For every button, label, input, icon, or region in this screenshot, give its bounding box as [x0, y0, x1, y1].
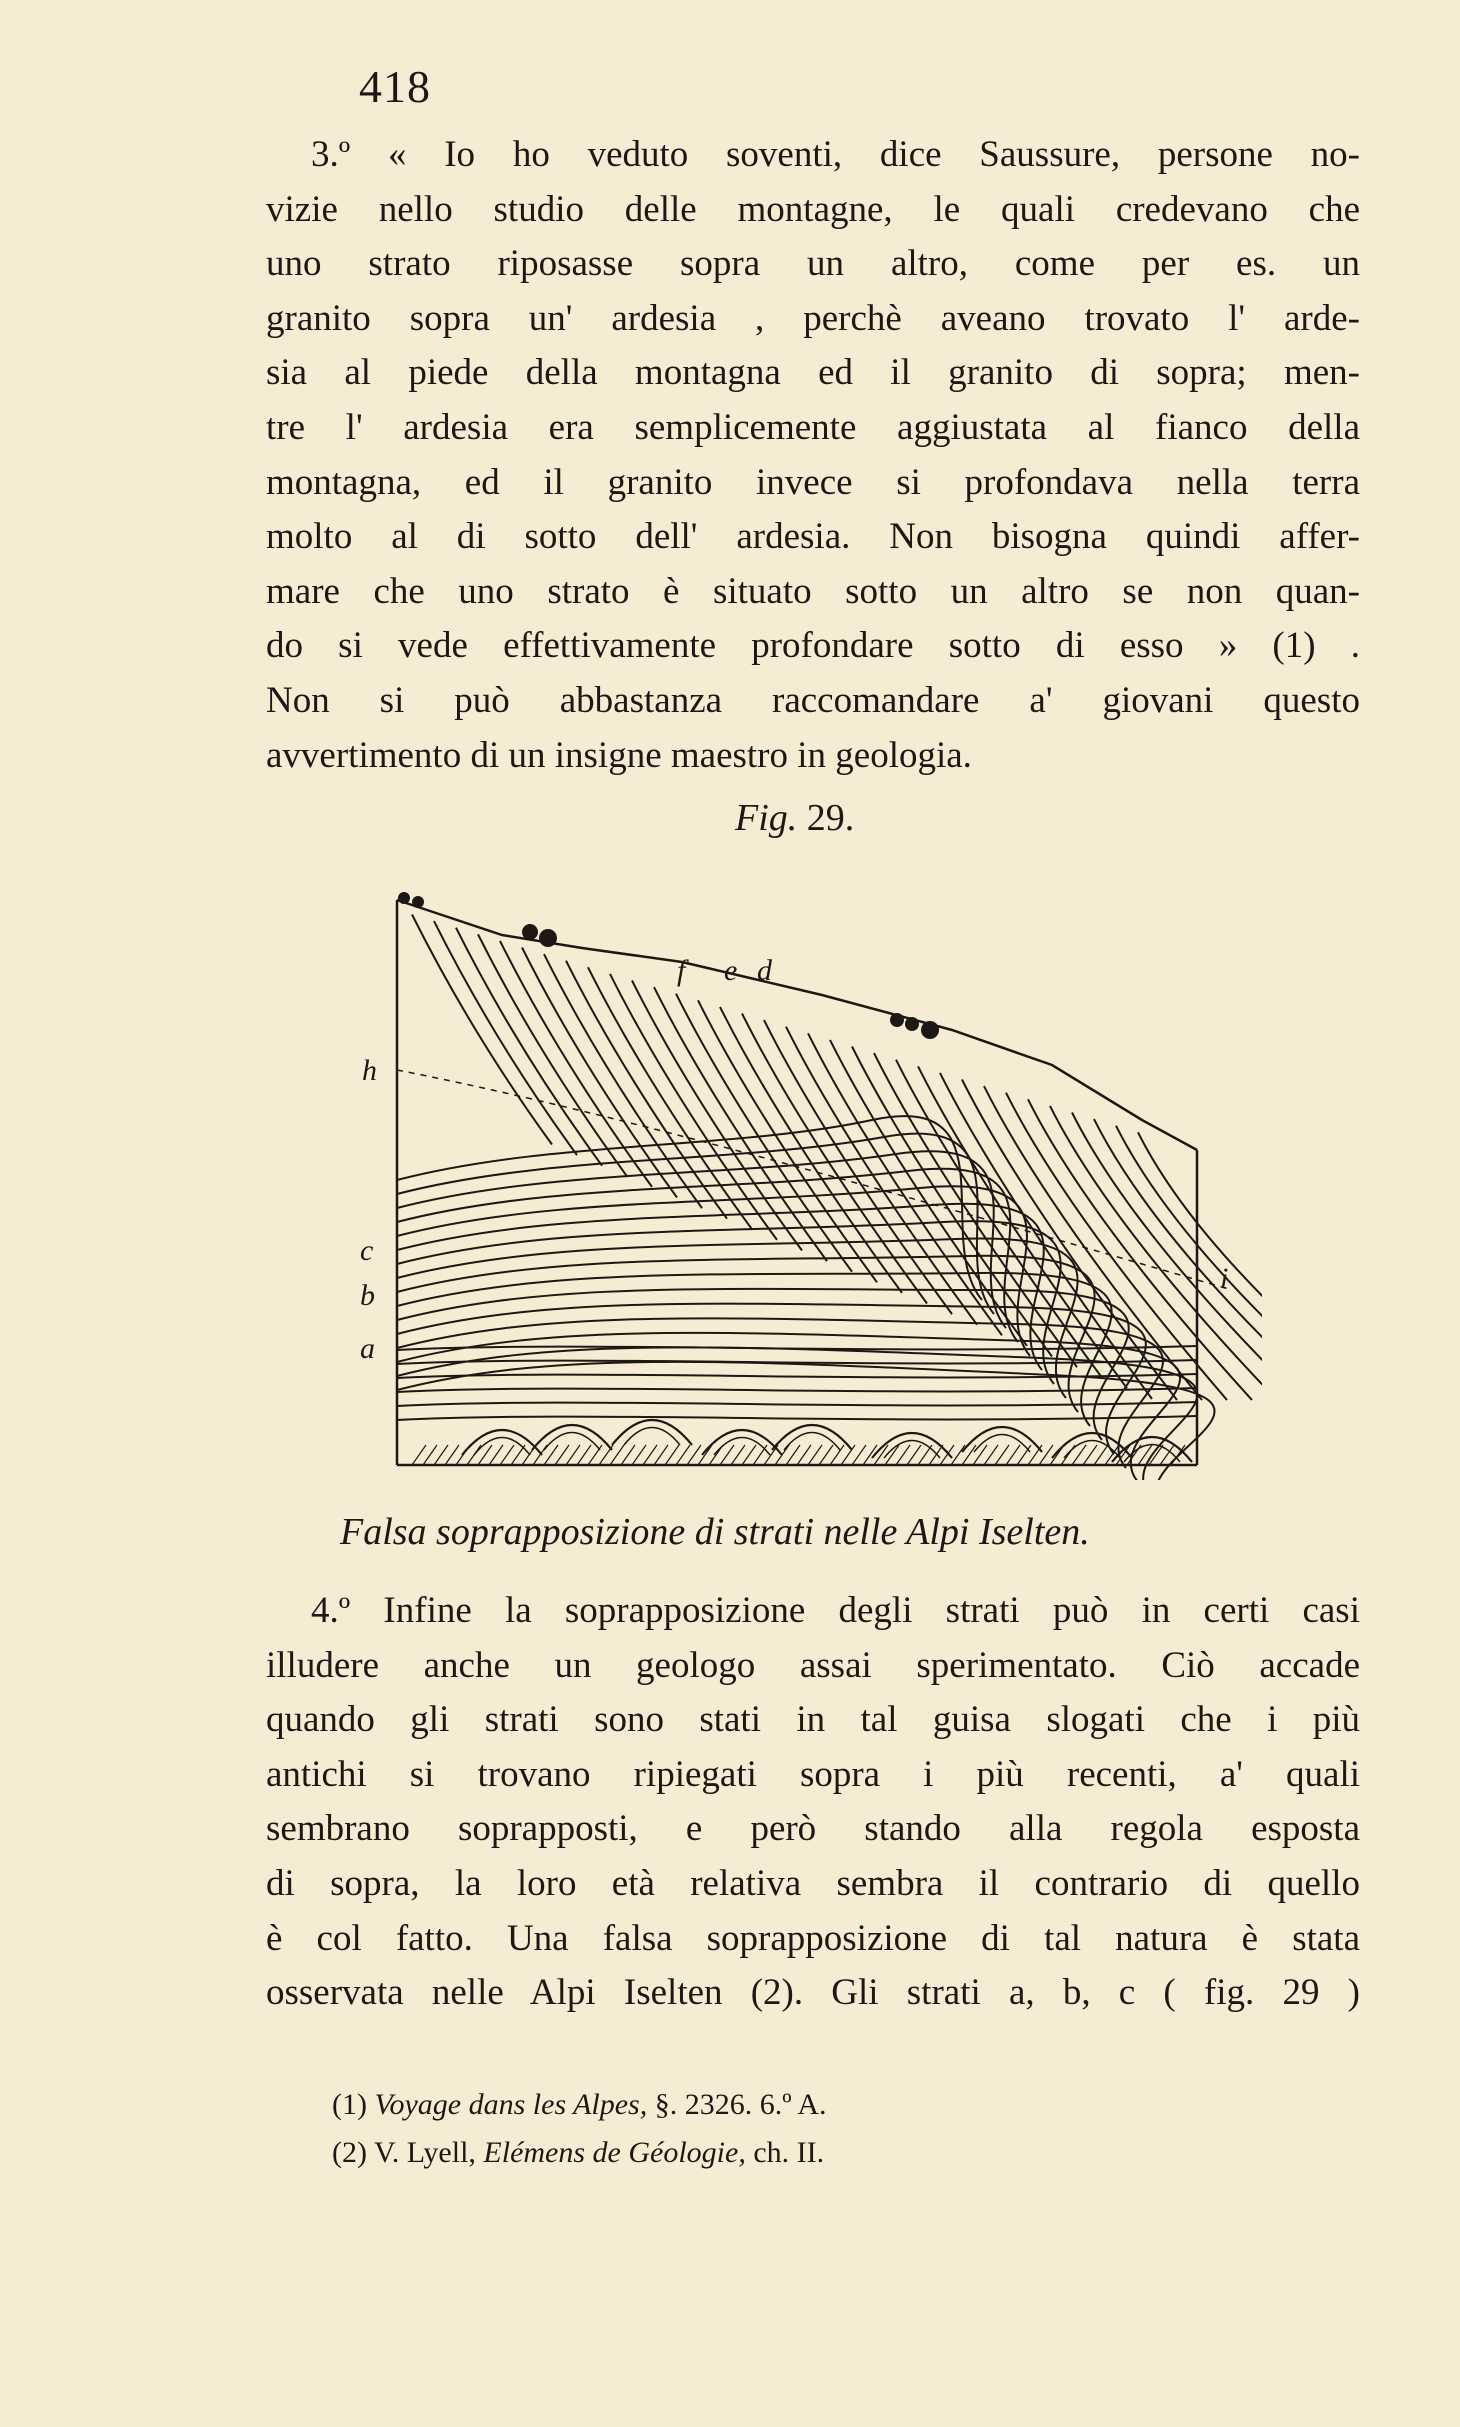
stratum-line	[1116, 1126, 1262, 1400]
tree-icon	[539, 929, 557, 947]
text-line: sembrano soprapposti, e però stando alla regola esposta	[266, 1808, 1360, 1850]
footnote-2	[332, 2136, 824, 2170]
stratum-line	[731, 1445, 745, 1465]
text-line: 4.º Infine la soprapposizione degli strati può in certi casi	[311, 1590, 1360, 1631]
stratum-line	[753, 1445, 767, 1465]
stratum-line	[654, 1445, 668, 1465]
tree-icon	[412, 896, 424, 908]
stratum-line	[1006, 1445, 1020, 1465]
paragraph-2	[266, 1584, 1360, 2021]
stratum-line	[1028, 1445, 1042, 1465]
stratum-line	[434, 1445, 448, 1465]
figure-letter-c: c	[360, 1234, 374, 1267]
stratum-line	[412, 1445, 426, 1465]
stratum-line	[786, 1445, 800, 1465]
stratum-line	[1017, 1445, 1031, 1465]
footnote-rest: §. 2326. 6.º A.	[654, 2088, 827, 2121]
stratum-line	[577, 1445, 591, 1465]
stratum-line	[1006, 1093, 1227, 1400]
text-line: do si vede effettivamente profondare sotto di esso » (1) .	[266, 625, 1360, 667]
stratum-line	[709, 1445, 723, 1465]
footnote-title: Elémens de Géologie,	[483, 2136, 746, 2169]
stratum-line	[489, 1445, 503, 1465]
stratum-line	[995, 1445, 1009, 1465]
stratum-line	[588, 967, 752, 1229]
stratum-line	[808, 1445, 822, 1465]
stratum-line	[1039, 1445, 1053, 1465]
stratum-line	[612, 1420, 692, 1445]
text-line: vizie nello studio delle montagne, le quali credevano che	[266, 188, 1360, 230]
stratum-line	[896, 1445, 910, 1465]
stratum-line	[588, 1445, 602, 1465]
stratum-line	[599, 1445, 613, 1465]
stratum-line	[984, 1445, 998, 1465]
stratum-line	[610, 1445, 624, 1465]
tree-icon	[905, 1017, 919, 1031]
stratum-line	[632, 1445, 646, 1465]
figure-letter-d: d	[757, 954, 772, 987]
stratum-line	[786, 1027, 977, 1325]
stratum-line	[1050, 1445, 1064, 1465]
figure-caption: Falsa soprapposizione di strati nelle Alpi Iselten.	[340, 1511, 1090, 1553]
figure-letter-h: h	[362, 1054, 377, 1087]
stratum-line	[434, 921, 577, 1155]
footnote-author: V. Lyell,	[373, 2136, 476, 2169]
text-line: 3.º « Io ho veduto soventi, dice Saussure, persone no-	[311, 134, 1360, 175]
stratum-line	[797, 1445, 811, 1465]
figure-letter-f: f	[677, 954, 686, 987]
stratum-line	[665, 1445, 679, 1465]
stratum-line	[445, 1445, 459, 1465]
tree-icon	[522, 924, 538, 940]
stratum-line	[610, 974, 777, 1240]
stratum-line	[1138, 1132, 1262, 1400]
stratum-line	[698, 1445, 712, 1465]
stratum-line	[852, 1445, 866, 1465]
stratum-line	[764, 1020, 952, 1314]
stratum-line	[397, 1347, 1197, 1480]
text-line: avvertimento di un insigne maestro in geologia.	[266, 734, 972, 776]
text-line: tre l' ardesia era semplicemente aggiustata al fianco della	[266, 406, 1360, 448]
tree-icon	[921, 1021, 939, 1039]
text-line: illudere anche un geologo assai sperimentato. Ciò accade	[266, 1644, 1360, 1686]
paragraph-1	[266, 128, 1360, 783]
stratum-line	[984, 1086, 1202, 1400]
stratum-line	[830, 1445, 844, 1465]
tree-icon	[398, 892, 410, 904]
text-line: quando gli strati sono stati in tal guisa slogati che i più	[266, 1699, 1360, 1741]
stratum-line	[872, 1433, 952, 1458]
text-line: Non si può abbastanza raccomandare a' giovani questo	[266, 679, 1360, 721]
text-line: uno strato riposasse sopra un altro, come per es. un	[266, 243, 1360, 285]
figure-letter-a: a	[360, 1332, 375, 1365]
stratum-line	[397, 1346, 1197, 1350]
stratum-line	[624, 1428, 680, 1446]
footnote-marker: (2)	[332, 2136, 367, 2169]
stratum-line	[500, 941, 652, 1187]
stratum-line	[462, 1430, 542, 1455]
figure-29-illustration	[352, 880, 1262, 1480]
strata-diagram	[352, 880, 1262, 1480]
text-line: di sopra, la loro età relativa sembra il contrario di quello	[266, 1862, 1360, 1904]
stratum-line	[841, 1445, 855, 1465]
stratum-line	[742, 1445, 756, 1465]
stratum-line	[852, 1047, 1052, 1357]
footnote-rest: ch. II.	[753, 2136, 825, 2169]
stratum-line	[1124, 1445, 1180, 1463]
stratum-line	[974, 1435, 1030, 1453]
figure-letter-b: b	[360, 1279, 375, 1312]
stratum-line	[423, 1445, 437, 1465]
stratum-line	[532, 1425, 612, 1450]
text-line: mare che uno strato è situato sotto un altro se non quan-	[266, 570, 1360, 612]
text-line: sia al piede della montagna ed il granito di sopra; men-	[266, 352, 1360, 394]
stratum-line	[742, 1014, 927, 1304]
stratum-line	[544, 1433, 600, 1451]
text-line: montagna, ed il granito invece si profondava nella terra	[266, 461, 1360, 503]
text-line: antichi si trovano ripiegati sopra i più recenti, a' quali	[266, 1753, 1360, 1795]
page-number: 418	[359, 61, 431, 112]
stratum-line	[687, 1445, 701, 1465]
stratum-line	[764, 1445, 778, 1465]
stratum-line	[951, 1445, 965, 1465]
figure-label	[735, 796, 854, 840]
stratum-line	[397, 1416, 1197, 1420]
stratum-line	[676, 1445, 690, 1465]
text-line: è col fatto. Una falsa soprapposizione di tal natura è stata	[266, 1917, 1360, 1959]
stratum-line	[397, 1402, 1197, 1406]
footnote-title: Voyage dans les Alpes,	[374, 2088, 648, 2121]
stratum-line	[973, 1445, 987, 1465]
stratum-line	[1094, 1445, 1108, 1465]
stratum-line	[511, 1445, 525, 1465]
stratum-line	[720, 1445, 734, 1465]
figure-label-number: 29.	[806, 797, 855, 839]
figure-letter-e: e	[724, 954, 738, 987]
stratum-line	[397, 1362, 1215, 1480]
stratum-line	[397, 1374, 1197, 1378]
stratum-line	[643, 1445, 657, 1465]
stratum-line	[702, 1430, 782, 1455]
strata-lines	[397, 900, 1262, 1480]
stratum-line	[500, 1445, 514, 1465]
stratum-line	[918, 1445, 932, 1465]
figure-letter-i: i	[1220, 1262, 1229, 1295]
stratum-line	[819, 1445, 833, 1465]
stratum-line	[397, 1388, 1197, 1392]
stratum-line	[632, 981, 802, 1251]
text-line: osservata nelle Alpi Iselten (2). Gli strati a, b, c ( fig. 29 )	[266, 1972, 1360, 2014]
stratum-line	[1061, 1445, 1075, 1465]
text-line: molto al di sotto dell' ardesia. Non bisogna quindi affer-	[266, 516, 1360, 558]
tree-icon	[890, 1013, 904, 1027]
stratum-line	[874, 1053, 1077, 1367]
stratum-line	[907, 1445, 921, 1465]
stratum-line	[621, 1445, 635, 1465]
stratum-line	[1083, 1445, 1097, 1465]
footnote-1	[332, 2088, 827, 2122]
stratum-line	[566, 1445, 580, 1465]
stratum-line	[555, 1445, 569, 1465]
stratum-line	[772, 1425, 852, 1450]
footnote-marker: (1)	[332, 2088, 367, 2121]
stratum-line	[456, 1445, 470, 1465]
text-line: granito sopra un' ardesia , perchè aveano trovato l' arde-	[266, 297, 1360, 339]
stratum-line	[1112, 1437, 1192, 1462]
figure-label-prefix: Fig.	[735, 797, 798, 839]
